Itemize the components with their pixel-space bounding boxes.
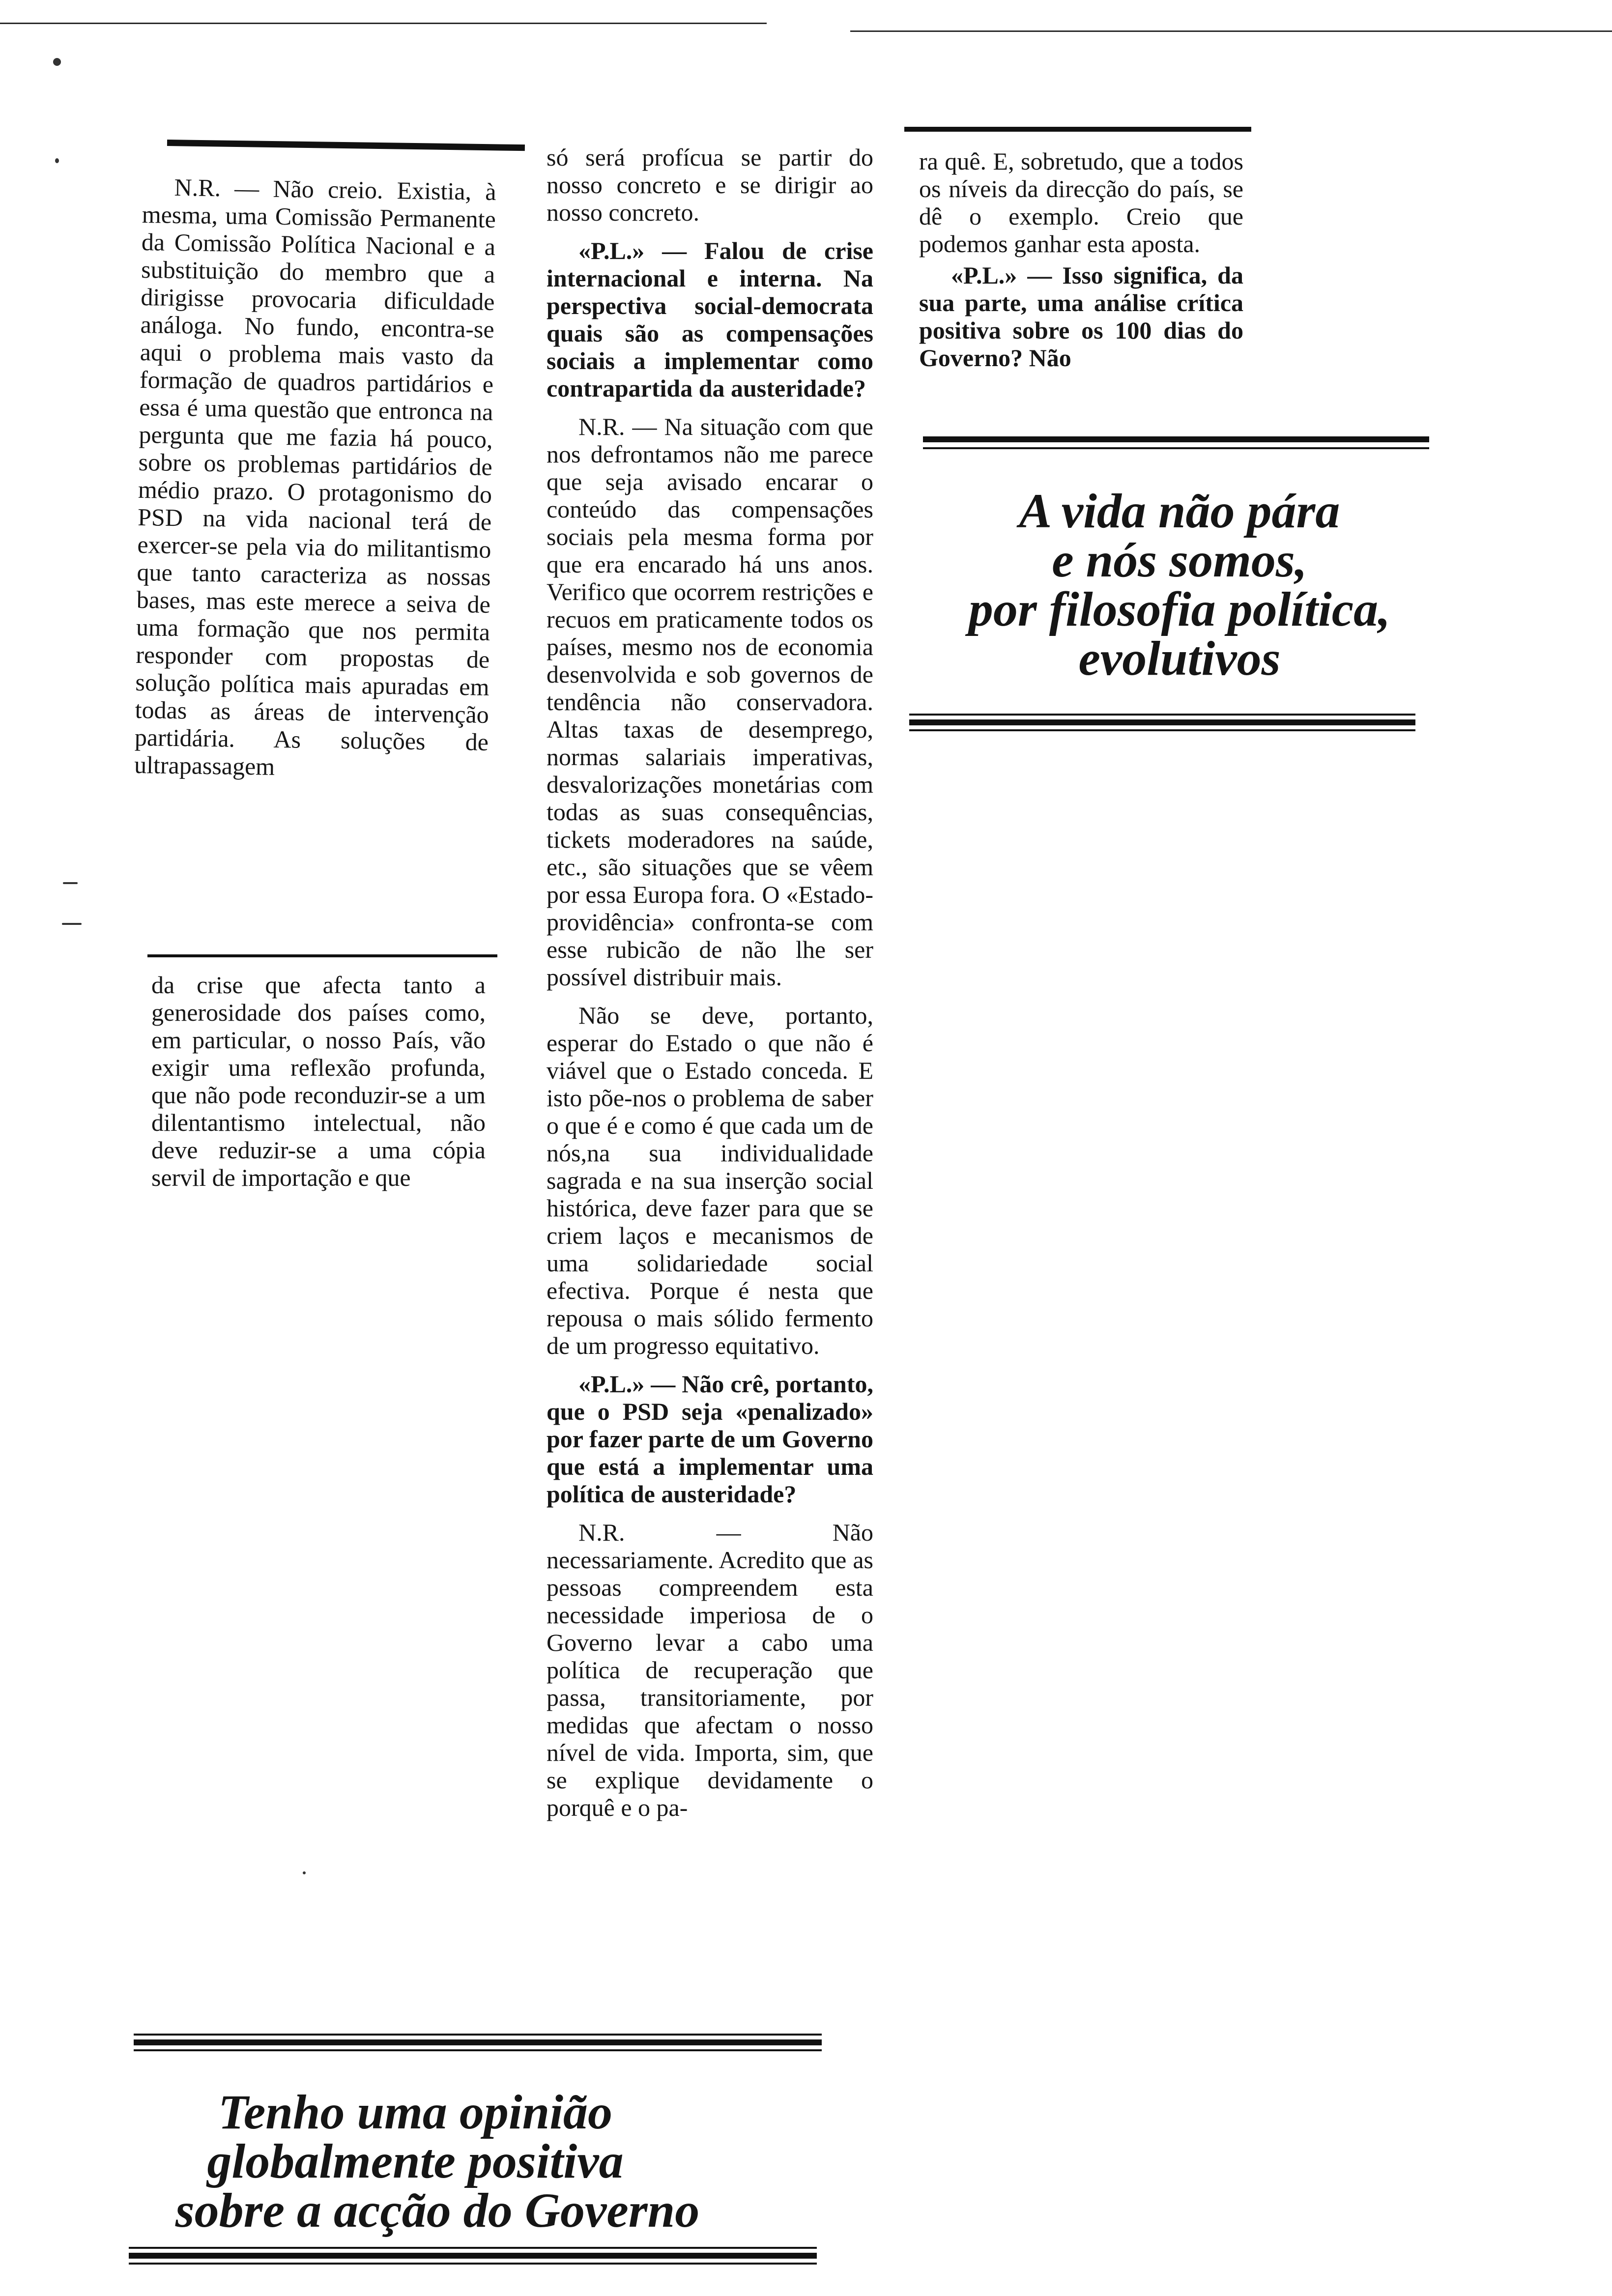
pullquote-right-bottom-rule-thin-2 — [909, 729, 1415, 731]
scan-speck — [53, 58, 61, 66]
column2-paragraph-4: N.R. — Não necessariamente. Acredito que as pessoas compreendem esta necessidade imperiosa de o Governo levar a cabo uma política de recuperação que passa, transitoriamente, por medidas que afectam o nosso nível de vida. Importa, sim, que se explique devidamente o porquê e o pa- — [547, 1519, 873, 1821]
scan-speck — [62, 923, 82, 925]
pullquote-bottom — [143, 2085, 732, 2238]
column2-paragraph-3: Não se deve, portanto, esperar do Estado o que não é viável que o Estado conceda. E isto põe-nos o problema de saber o que é e como é que cada um de nós,na sua individualidade sagrada e na sua inserção social histórica, deve fazer para que se criem laços e mecanismos de uma solidariedade social efectiva. Porque é nesta que repousa o mais sólido fermento de um progresso equitativo. — [547, 1002, 873, 1359]
pullquote-right-line-4: evolutivos — [1078, 631, 1281, 686]
column3-paragraph-1: ra quê. E, sobretudo, que a todos os níveis da direcção do país, se dê o exemplo. Creio que podemos ganhar esta aposta. — [919, 147, 1243, 258]
column2-paragraph-1: só será profícua se partir do nosso concreto e se dirigir ao nosso concreto. — [547, 144, 873, 226]
scan-speck — [55, 158, 59, 163]
pullquote-bottom-bottom-rule — [129, 2253, 817, 2259]
scan-edge-line — [0, 23, 767, 24]
column2-question-1: «P.L.» — Falou de crise internacional e interna. Na perspectiva social-democrata quais são as compensações sociais a implementar como contrapartida da austeridade? — [547, 237, 873, 402]
pullquote-bottom-bottom-rule-thin — [129, 2247, 817, 2249]
pullquote-right-line-1: A vida não pára — [1019, 484, 1340, 538]
pullquote-right-line-2: e nós somos, — [1052, 533, 1307, 587]
column3-text — [919, 147, 1243, 372]
column3-question-1: «P.L.» — Isso significa, da sua parte, uma análise crítica positiva sobre os 100 dias do Governo? Não — [919, 261, 1243, 372]
column2-question-2: «P.L.» — Não crê, portanto, que o PSD seja «penalizado» por fazer parte de um Governo que está a implementar uma política de austeridade? — [547, 1370, 873, 1508]
pullquote-right — [914, 484, 1445, 686]
column3-top-rule — [904, 127, 1251, 132]
scan-speck — [63, 882, 78, 884]
column2-text — [547, 144, 873, 1821]
column1-answer-paragraph: N.R. — Não creio. Existia, à mesma, uma Comissão Permanente da Comissão Política Nacional e a substituição do membro que a dirigisse provocaria dificuldade análoga. No fundo, encontra-se aqui o problema mais vasto da formação de quadros partidários e essa é uma questão que entronca na pergunta que me fazia há pouco, sobre os problemas partidários de médio prazo. O protagonismo do PSD na vida nacional terá de exercer-se pela via do militantismo que tanto caracteriza as nossas bases, mas este merece a seiva de uma formação que nos permita responder com propostas de solução política mais apuradas em todas as áreas de intervenção partidária. As soluções de ultrapassagem — [134, 173, 496, 780]
column1-bottom-text — [151, 971, 486, 1191]
scan-edge-line — [850, 30, 1612, 32]
pullquote-bottom-top-rule — [134, 2039, 822, 2045]
pullquote-right-top-rule-thin — [923, 447, 1429, 449]
pullquote-right-bottom-rule-thin — [909, 714, 1415, 716]
pullquote-right-line-3: por filosofia política, — [968, 582, 1391, 636]
pullquote-bottom-top-rule-thin-2 — [134, 2049, 822, 2051]
column1-divider-rule — [147, 954, 497, 957]
column2-paragraph-2: N.R. — Na situação com que nos defrontamos não me parece que seja avisado encarar o conteúdo das compensações sociais pela mesma forma por que era encarado há uns anos. Verifico que ocorrem restrições e recuos em praticamente todos os países, mesmo nos de economia desenvolvida e sob governos de tendência não conservadora. Altas taxas de desemprego, normas salariais imperativas, desvalorizações monetárias com todas as suas consequências, tickets moderadores na saúde, etc., são situações que se vêem por essa Europa fora. O «Estado-providência» confronta-se com esse rubicão de não lhe ser possível distribuir mais. — [547, 413, 873, 991]
pullquote-bottom-bottom-rule-thin-2 — [129, 2263, 817, 2265]
column1-top-rule — [167, 140, 525, 151]
pullquote-right-top-rule — [923, 436, 1429, 442]
column1-continuation-paragraph: da crise que afecta tanto a generosidade dos países como, em particular, o nosso País, vão exigir uma reflexão profunda, que não pode reconduzir-se a um dilentantismo intelectual, não deve reduzir-se a uma cópia servil de importação e que — [151, 971, 486, 1191]
pullquote-bottom-line-2: globalmente positiva — [207, 2134, 624, 2188]
pullquote-bottom-top-rule-thin — [134, 2034, 822, 2036]
pullquote-bottom-line-3: sobre a acção do Governo — [175, 2183, 700, 2238]
scan-speck — [303, 1871, 306, 1874]
pullquote-right-bottom-rule — [909, 719, 1415, 725]
column1-top-text — [134, 173, 496, 783]
pullquote-bottom-line-1: Tenho uma opinião — [218, 2085, 613, 2139]
